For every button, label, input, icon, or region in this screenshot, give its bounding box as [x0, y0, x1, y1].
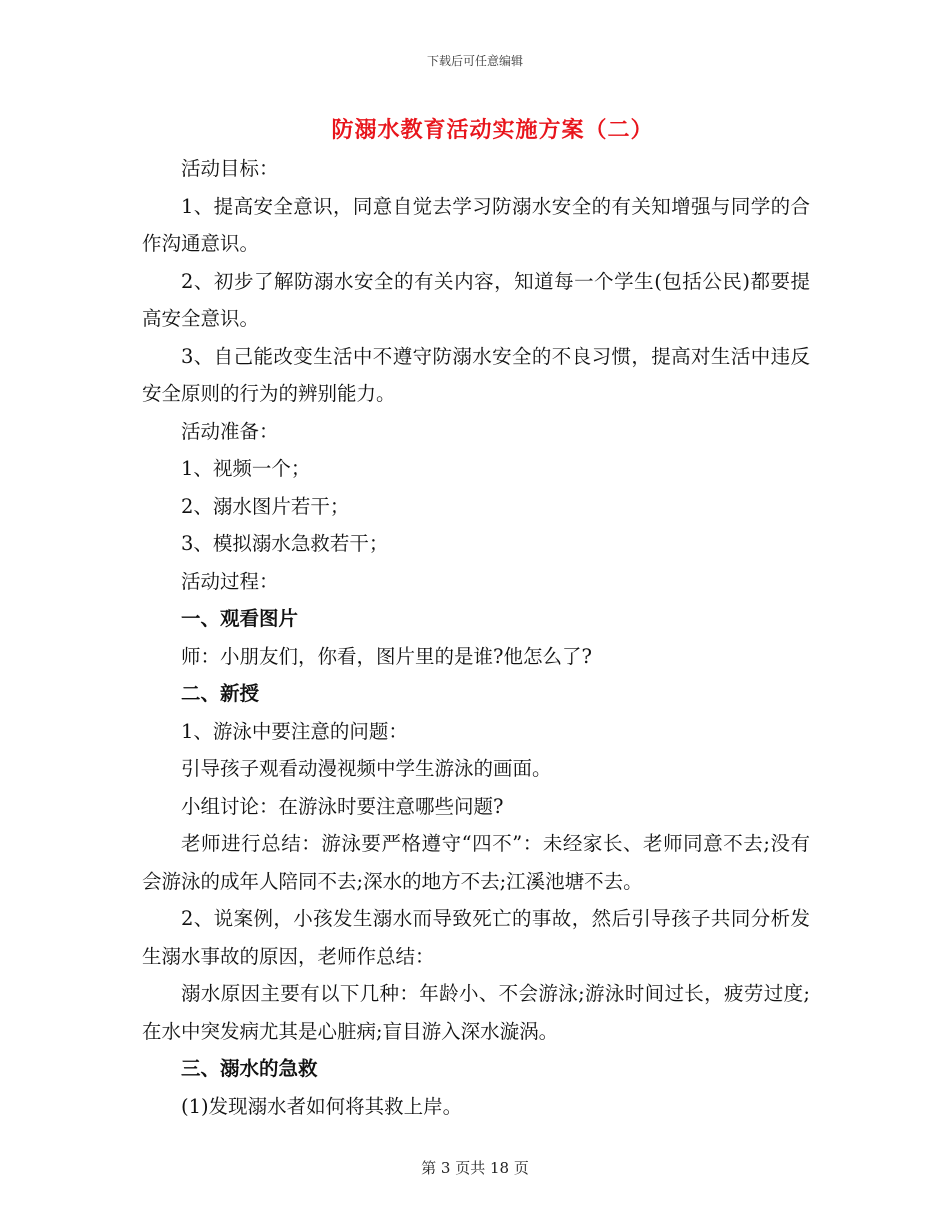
paragraph: 活动目标： — [181, 157, 279, 180]
section-heading: 三、溺水的急救 — [181, 1057, 318, 1080]
paragraph: 引导孩子观看动漫视频中学生游泳的画面。 — [181, 757, 552, 780]
paragraph: 1、视频一个； — [181, 457, 311, 480]
paragraph: 2、溺水图片若干； — [181, 494, 350, 518]
paragraph: 2、初步了解防溺水安全的有关内容，知道每一个学生(包括公民)都要提高安全意识。 — [142, 269, 810, 330]
header-note: 下载后可任意编辑 — [426, 54, 523, 68]
document-body — [142, 150, 810, 1125]
paragraph: 活动过程： — [181, 569, 279, 593]
paragraph: 3、模拟溺水急救若干； — [181, 532, 389, 555]
paragraph: (1)发现溺水者如何将其救上岸。 — [181, 1094, 463, 1118]
page-title: 防溺水教育活动实施方案（二） — [331, 117, 654, 143]
section-heading: 二、新授 — [181, 682, 260, 705]
paragraph: 活动准备： — [181, 419, 279, 443]
paragraph: 3、自己能改变生活中不遵守防溺水安全的不良习惯，提高对生活中违反安全原则的行为的辨别能力。 — [142, 344, 810, 405]
paragraph: 1、游泳中要注意的问题： — [181, 719, 408, 743]
paragraph: 老师进行总结：游泳要严格遵守“四不”：未经家长、老师同意不去;没有会游泳的成年人陪同不去;深水的地方不去;江溪池塘不去。 — [142, 832, 810, 893]
paragraph: 1、提高安全意识，同意自觉去学习防溺水安全的有关知增强与同学的合作沟通意识。 — [142, 194, 810, 255]
section-heading: 一、观看图片 — [181, 607, 299, 630]
paragraph: 小组讨论：在游泳时要注意哪些问题? — [181, 794, 504, 818]
page-number: 第 3 页共 18 页 — [421, 1159, 529, 1177]
paragraph: 2、说案例，小孩发生溺水而导致死亡的事故，然后引导孩子共同分析发生溺水事故的原因，老师作总结： — [142, 907, 810, 968]
paragraph: 溺水原因主要有以下几种：年龄小、不会游泳;游泳时间过长，疲劳过度;在水中突发病尤其是心脏病;盲目游入深水漩涡。 — [142, 982, 810, 1043]
paragraph: 师：小朋友们，你看，图片里的是谁?他怎么了? — [181, 644, 592, 668]
